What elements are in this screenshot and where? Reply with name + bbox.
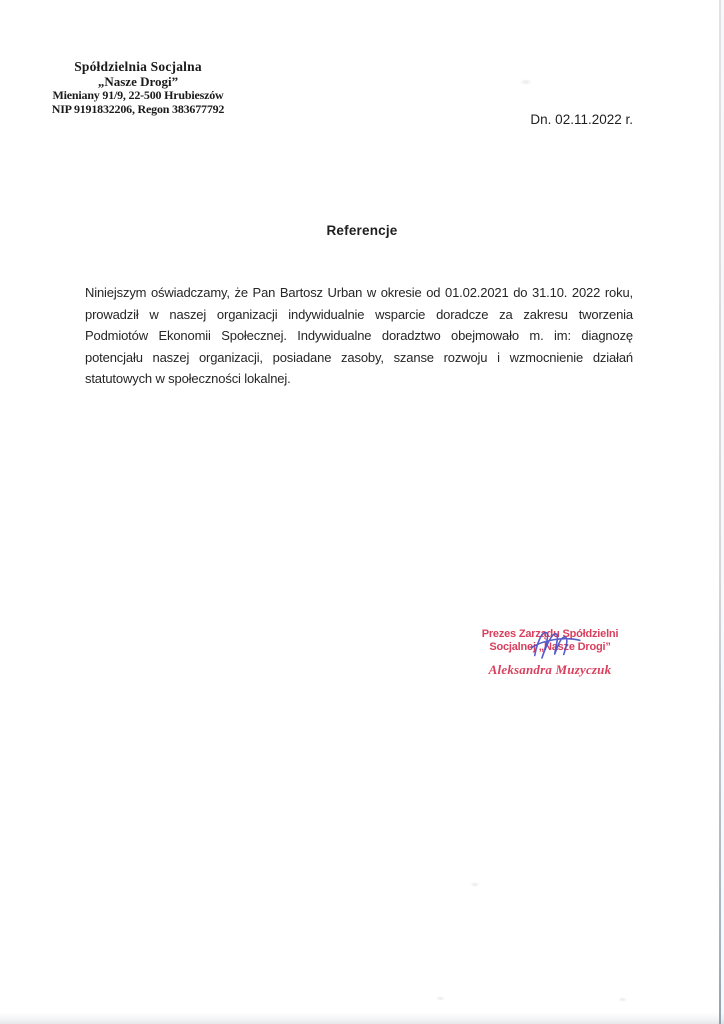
- org-name-quoted: „Nasze Drogi”: [97, 74, 179, 89]
- org-name: Spółdzielnia Socjalna: [74, 59, 202, 74]
- scan-bottom-shadow: [0, 1012, 724, 1024]
- letterhead: [48, 59, 228, 116]
- body-line: prowadził w naszej organizacji indywidualnie wsparcie doradcze za zakresu tworzenia: [85, 306, 633, 322]
- handwritten-signature: [527, 624, 585, 664]
- body-line: Podmiotów Ekonomii Społecznej. Indywidualne doradztwo obejmowało m. im: diagnozę: [85, 328, 633, 343]
- body-line: statutowych w społeczności lokalnej.: [85, 371, 291, 386]
- body-line: Niniejszym oświadczamy, że Pan Bartosz Urban w okresie od 01.02.2021 do 31.10. 2022 roku,: [85, 285, 633, 300]
- body-paragraph: [85, 282, 633, 390]
- scan-speck: [618, 997, 627, 1002]
- scan-speck: [520, 79, 532, 85]
- signature-scribble-icon: [527, 624, 585, 664]
- scan-speck: [436, 996, 445, 1001]
- org-tax-ids: NIP 9191832206, Regon 383677792: [51, 101, 225, 116]
- document-title: Referencje: [326, 223, 398, 238]
- org-address: Mieniany 91/9, 22-500 Hrubieszów: [52, 88, 224, 102]
- date-line: Dn. 02.11.2022 r.: [530, 112, 633, 127]
- stamp-role-line2: Socjalnej „Nasze Drogi”: [489, 641, 611, 653]
- body-line: potencjału naszej organizacji, posiadane zasoby, szanse rozwoju i wzmocnienie działań: [85, 349, 633, 365]
- scan-speck: [470, 882, 480, 887]
- signer-name: Aleksandra Muzyczuk: [488, 662, 612, 677]
- stamp-role-line1: Prezes Zarządu Spółdzielni: [481, 628, 619, 640]
